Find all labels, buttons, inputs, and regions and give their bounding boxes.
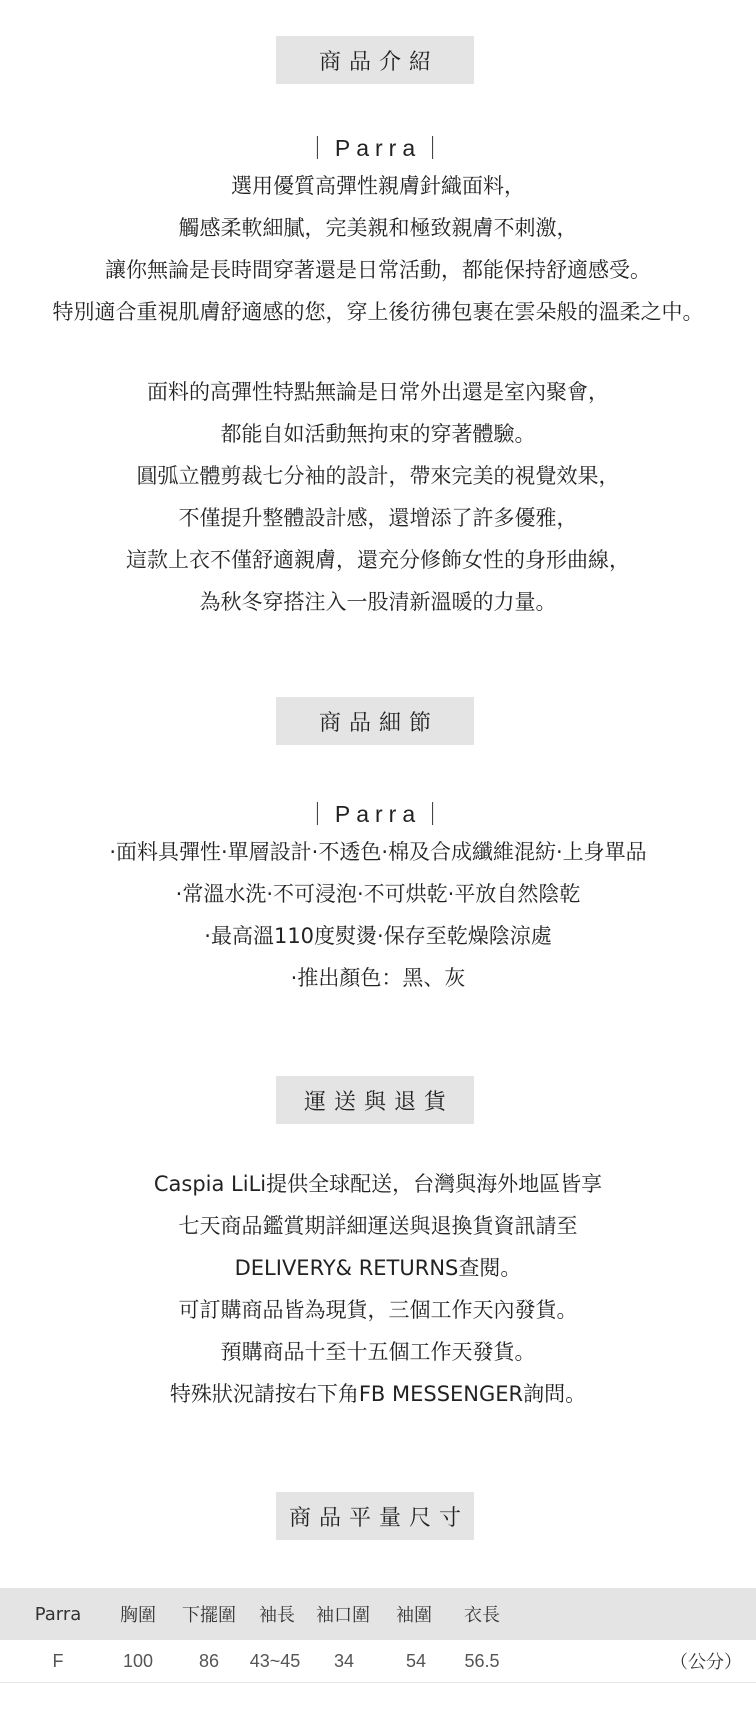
table-cell: 34 bbox=[333, 1650, 355, 1671]
column-header: 下擺圍 bbox=[182, 1605, 236, 1626]
intro-line: 選用優質高彈性親膚針織面料， bbox=[231, 174, 525, 198]
table-cell: F bbox=[52, 1650, 64, 1671]
intro-line: 這款上衣不僅舒適親膚，還充分修飾女性的身形曲線， bbox=[126, 548, 630, 572]
details-heading: 商品細節 bbox=[276, 697, 474, 745]
column-header: 衣長 bbox=[464, 1605, 500, 1626]
column-header: Parra bbox=[34, 1603, 82, 1625]
shipping-line: DELIVERY& RETURNS查閱。 bbox=[234, 1256, 522, 1280]
column-header: 胸圍 bbox=[120, 1605, 156, 1626]
column-header: 袖長 bbox=[259, 1605, 295, 1626]
shipping-line: Caspia LiLi提供全球配送，台灣與海外地區皆享 bbox=[153, 1172, 603, 1196]
intro-line: 圓弧立體剪裁七分袖的設計，帶來完美的視覺效果， bbox=[136, 464, 620, 488]
shipping-line: 七天商品鑑賞期詳細運送與退換貨資訊請至 bbox=[178, 1214, 578, 1238]
table-cell: 43~45 bbox=[249, 1650, 301, 1671]
intro-line: 不僅提升整體設計感，還增添了許多優雅， bbox=[178, 506, 578, 530]
table-cell: 56.5 bbox=[464, 1650, 500, 1671]
table-row bbox=[0, 1640, 756, 1683]
shipping-line: 可訂購商品皆為現貨，三個工作天內發貨。 bbox=[178, 1298, 578, 1322]
table-cell: 100 bbox=[122, 1650, 154, 1671]
size-heading: 商品平量尺寸 bbox=[276, 1492, 474, 1540]
details-line: ·面料具彈性·單層設計·不透色·棉及合成纖維混紡·上身單品 bbox=[109, 840, 647, 864]
intro-line: 為秋冬穿搭注入一股清新溫暖的力量。 bbox=[199, 590, 557, 614]
table-cell: 86 bbox=[198, 1650, 220, 1671]
details-line: ·推出顏色：黑、灰 bbox=[290, 966, 466, 990]
size-table-header bbox=[0, 1588, 756, 1640]
column-header: 袖圍 bbox=[396, 1605, 432, 1626]
shipping-line: 特殊狀況請按右下角FB MESSENGER詢問。 bbox=[169, 1382, 587, 1406]
column-header: 袖口圍 bbox=[316, 1605, 370, 1626]
details-line: ·最高溫110度熨燙·保存至乾燥陰涼處 bbox=[204, 924, 552, 948]
unit-label: （公分） bbox=[670, 1652, 742, 1673]
intro-line: 讓你無論是長時間穿著還是日常活動，都能保持舒適感受。 bbox=[105, 258, 651, 282]
intro-heading: 商品介紹 bbox=[276, 36, 474, 84]
intro-line: 都能自如活動無拘束的穿著體驗。 bbox=[220, 422, 536, 446]
shipping-heading: 運送與退貨 bbox=[276, 1076, 474, 1124]
details-line: ·常溫水洗·不可浸泡·不可烘乾·平放自然陰乾 bbox=[175, 882, 581, 906]
intro-brand: ｜Parra｜ bbox=[305, 135, 451, 161]
shipping-line: 預購商品十至十五個工作天發貨。 bbox=[220, 1340, 536, 1364]
intro-line: 觸感柔軟細膩，完美親和極致親膚不刺激， bbox=[178, 216, 578, 240]
intro-line: 特別適合重視肌膚舒適感的您，穿上後彷彿包裹在雲朵般的溫柔之中。 bbox=[52, 300, 704, 324]
intro-line: 面料的高彈性特點無論是日常外出還是室內聚會， bbox=[147, 380, 609, 404]
table-cell: 54 bbox=[405, 1650, 427, 1671]
details-brand: ｜Parra｜ bbox=[305, 801, 451, 827]
